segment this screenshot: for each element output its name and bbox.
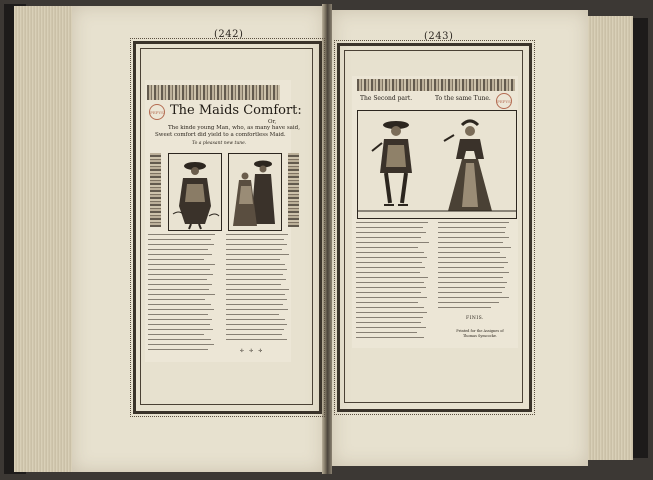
ballad-tune: To a pleasant new tune. <box>192 141 247 146</box>
left-woodcut-couple <box>228 153 282 231</box>
left-ballad-text-column-1 <box>148 234 218 354</box>
right-collection-seal: PEPYS <box>496 93 512 109</box>
right-woodcut-couple <box>357 110 517 219</box>
imprint-block <box>450 329 510 339</box>
ballad-subtitle-line2: Sweet comfort did yield to a comfortless Maid. <box>155 132 286 138</box>
right-ballad-text-column-2 <box>438 222 514 312</box>
left-collection-seal: PEPYS <box>149 104 165 120</box>
right-page-number: (243) <box>424 31 454 42</box>
same-tune-label: To the same Tune. <box>435 95 491 102</box>
ballad-subtitle-line1: The kinde young Man, who, as many have said, <box>168 125 300 131</box>
right-page-stack <box>585 16 633 460</box>
courting-couple-icon <box>358 111 516 218</box>
left-ballad-text-column-2 <box>226 234 292 344</box>
left-side-ornament <box>150 153 161 227</box>
right-ballad-text-column-1 <box>356 222 432 342</box>
finis-label: FINIS. <box>466 316 484 321</box>
left-page-stack <box>14 6 76 472</box>
ballad-title: The Maids Comfort: <box>170 103 302 118</box>
right-header-ornament <box>357 79 515 91</box>
left-signature-mark: ✢ ✢ ✢ <box>240 349 265 354</box>
couple-figure-icon <box>229 154 281 230</box>
book-gutter <box>322 4 332 474</box>
ballad-subtitle-or: Or, <box>268 119 277 125</box>
left-woodcut-man <box>168 153 222 231</box>
second-part-label: The Second part. <box>360 95 413 102</box>
imprint-line-2: Thomas Symcocke. <box>462 334 498 338</box>
imprint-line-1: Printed for the Assignes of <box>456 329 504 333</box>
left-page-number: (242) <box>214 29 244 40</box>
left-header-ornament <box>147 85 280 100</box>
man-figure-icon <box>169 154 221 230</box>
right-side-ornament <box>288 153 299 227</box>
